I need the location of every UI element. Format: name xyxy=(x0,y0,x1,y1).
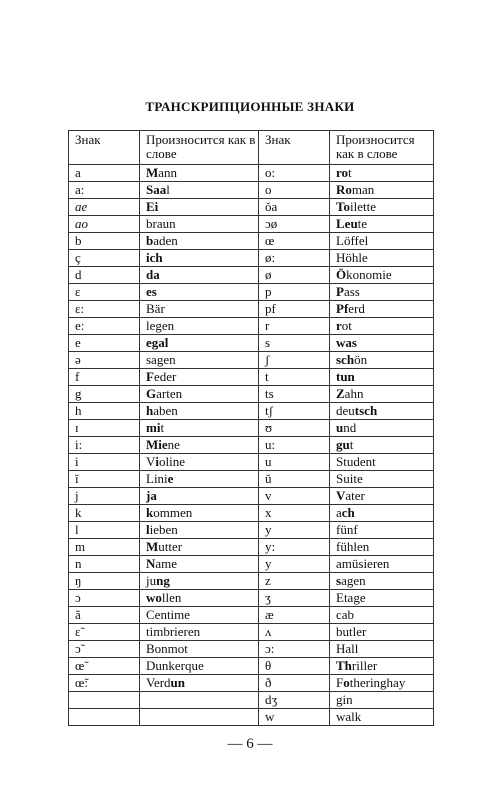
example-word-cell xyxy=(140,267,259,284)
highlighted-letters: Mie xyxy=(146,437,168,452)
word-part: Etage xyxy=(336,590,366,605)
example-word-cell xyxy=(330,403,434,420)
symbol-cell: j xyxy=(69,488,140,505)
symbol-cell: ð xyxy=(259,675,330,692)
highlighted-letters: i xyxy=(155,454,160,469)
example-word-cell xyxy=(330,216,434,233)
word-part: eder xyxy=(153,369,177,384)
word-part: agen xyxy=(341,573,366,588)
symbol-cell: ə xyxy=(69,352,140,369)
word-part: theringhay xyxy=(349,675,406,690)
example-word-cell xyxy=(330,369,434,386)
table-row xyxy=(69,352,434,369)
table-row xyxy=(69,641,434,658)
highlighted-letters: ro xyxy=(336,165,349,180)
symbol-cell: m xyxy=(69,539,140,556)
symbol-cell: l xyxy=(69,522,140,539)
symbol-cell: ŋ xyxy=(69,573,140,590)
table-row xyxy=(69,369,434,386)
word-part: n xyxy=(169,216,176,231)
symbol-cell: ŏa xyxy=(259,199,330,216)
example-word-cell xyxy=(140,624,259,641)
example-word-cell xyxy=(330,335,434,352)
highlighted-letters: da xyxy=(146,267,160,282)
word-part: ieben xyxy=(149,522,178,537)
example-word-cell xyxy=(330,522,434,539)
example-word-cell xyxy=(330,454,434,471)
word-part: utter xyxy=(158,539,183,554)
example-word-cell xyxy=(140,590,259,607)
highlighted-letters: F xyxy=(146,369,154,384)
symbol-cell: ɔø xyxy=(259,216,330,233)
symbol-cell: t xyxy=(259,369,330,386)
highlighted-letters: Th xyxy=(336,658,352,673)
header-symbol: Знак xyxy=(259,131,330,165)
word-part: t xyxy=(160,420,165,435)
highlighted-letters: mi xyxy=(146,420,161,435)
highlighted-letters: egal xyxy=(146,335,169,350)
table-row xyxy=(69,301,434,318)
symbol-cell: ɪ xyxy=(69,420,140,437)
symbol-cell: v xyxy=(259,488,330,505)
example-word-cell xyxy=(140,522,259,539)
example-word-cell xyxy=(330,573,434,590)
table-row xyxy=(69,505,434,522)
example-word-cell xyxy=(330,250,434,267)
example-word-cell xyxy=(330,318,434,335)
word-part: ne xyxy=(167,437,180,452)
highlighted-letters: b xyxy=(146,233,154,248)
word-part: cab xyxy=(336,607,355,622)
table-row xyxy=(69,522,434,539)
highlighted-letters: tun xyxy=(336,369,355,384)
table-row xyxy=(69,233,434,250)
table-row xyxy=(69,318,434,335)
example-word-cell xyxy=(140,369,259,386)
example-word-cell xyxy=(140,335,259,352)
highlighted-letters: M xyxy=(146,165,159,180)
example-word-cell xyxy=(330,284,434,301)
highlighted-letters: o xyxy=(345,182,352,197)
symbol-cell: ʃ xyxy=(259,352,330,369)
symbol-cell: æ xyxy=(259,607,330,624)
symbol-cell: s xyxy=(259,335,330,352)
example-word-cell xyxy=(330,182,434,199)
highlighted-letters: ch xyxy=(341,505,355,520)
table-header-row xyxy=(69,131,434,165)
example-word-cell xyxy=(140,488,259,505)
symbol-cell xyxy=(69,692,140,709)
highlighted-letters: Leu xyxy=(336,216,358,231)
example-word-cell xyxy=(140,658,259,675)
word-part: fünf xyxy=(336,522,358,537)
highlighted-letters: V xyxy=(336,488,346,503)
table-row xyxy=(69,437,434,454)
word-part: a xyxy=(336,505,342,520)
word-part: walk xyxy=(336,709,362,724)
symbol-cell: u xyxy=(259,454,330,471)
symbol-cell: o: xyxy=(259,165,330,182)
word-part: ot xyxy=(341,318,352,333)
symbol-cell: p xyxy=(259,284,330,301)
symbol-cell: ε̃ xyxy=(69,624,140,641)
word-part: deu xyxy=(336,403,355,418)
word-part: Student xyxy=(336,454,376,469)
symbol-cell: g xyxy=(69,386,140,403)
word-part: timbrieren xyxy=(146,624,201,639)
table-row xyxy=(69,216,434,233)
word-part: Dunkerque xyxy=(146,658,204,673)
example-word-cell xyxy=(140,403,259,420)
highlighted-letters: G xyxy=(146,386,157,401)
symbol-cell: k xyxy=(69,505,140,522)
symbol-cell: e: xyxy=(69,318,140,335)
symbol-cell: u: xyxy=(259,437,330,454)
example-word-cell xyxy=(140,573,259,590)
highlighted-letters: gu xyxy=(336,437,350,452)
example-word-cell xyxy=(330,641,434,658)
header-symbol: Знак xyxy=(69,131,140,165)
example-word-cell xyxy=(330,607,434,624)
example-word-cell xyxy=(330,233,434,250)
word-part: konomie xyxy=(346,267,392,282)
example-word-cell xyxy=(140,301,259,318)
table-row xyxy=(69,420,434,437)
example-word-cell xyxy=(330,471,434,488)
example-word-cell xyxy=(140,420,259,437)
symbol-cell: ts xyxy=(259,386,330,403)
table-row xyxy=(69,182,434,199)
word-part: oline xyxy=(159,454,186,469)
symbol-cell: ʌ xyxy=(259,624,330,641)
example-word-cell xyxy=(330,352,434,369)
word-part: ater xyxy=(345,488,365,503)
highlighted-letters: h xyxy=(146,403,154,418)
highlighted-letters: Pf xyxy=(336,301,349,316)
example-word-cell xyxy=(140,199,259,216)
example-word-cell xyxy=(330,420,434,437)
example-word-cell xyxy=(330,437,434,454)
table-row xyxy=(69,335,434,352)
word-part: Löffel xyxy=(336,233,369,248)
example-word-cell xyxy=(140,692,259,709)
highlighted-letters: N xyxy=(146,556,156,571)
example-word-cell xyxy=(330,539,434,556)
symbol-cell: z xyxy=(259,573,330,590)
symbol-cell: ʊ xyxy=(259,420,330,437)
word-part: l xyxy=(166,182,170,197)
highlighted-letters: k xyxy=(146,505,154,520)
table-row xyxy=(69,624,434,641)
example-word-cell xyxy=(140,165,259,182)
word-part: nd xyxy=(343,420,357,435)
symbol-cell: h xyxy=(69,403,140,420)
word-part: riller xyxy=(351,658,378,673)
example-word-cell xyxy=(140,233,259,250)
word-part: Verd xyxy=(146,675,171,690)
example-word-cell xyxy=(140,641,259,658)
example-word-cell xyxy=(330,488,434,505)
example-word-cell xyxy=(330,165,434,182)
symbol-cell: ø xyxy=(259,267,330,284)
word-part: erd xyxy=(348,301,365,316)
example-word-cell xyxy=(140,284,259,301)
word-part: gin xyxy=(336,692,353,707)
symbol-cell: θ xyxy=(259,658,330,675)
word-part: amüsieren xyxy=(336,556,390,571)
word-part: ön xyxy=(354,352,368,367)
example-word-cell xyxy=(330,709,434,726)
table-row xyxy=(69,454,434,471)
highlighted-letters: wo xyxy=(146,590,162,605)
highlighted-letters: Ei xyxy=(146,199,159,214)
word-part: legen xyxy=(146,318,175,333)
word-part: ame xyxy=(155,556,178,571)
highlighted-letters: r xyxy=(336,318,342,333)
symbol-cell: œ xyxy=(259,233,330,250)
symbol-cell: y xyxy=(259,522,330,539)
word-part: Hall xyxy=(336,641,359,656)
word-part: arten xyxy=(156,386,183,401)
word-part: butler xyxy=(336,624,367,639)
symbol-cell: d xyxy=(69,267,140,284)
example-word-cell xyxy=(140,675,259,692)
word-part: llen xyxy=(161,590,182,605)
header-pronounced: Произносится как в слове xyxy=(330,131,434,165)
table-row xyxy=(69,607,434,624)
symbol-cell: ã xyxy=(69,607,140,624)
symbol-cell: ε xyxy=(69,284,140,301)
table-row xyxy=(69,284,434,301)
header-pronounced: Произносится как в слове xyxy=(140,131,259,165)
example-word-cell xyxy=(140,386,259,403)
word-part: man xyxy=(351,182,375,197)
example-word-cell xyxy=(140,709,259,726)
highlighted-letters: P xyxy=(336,284,344,299)
example-word-cell xyxy=(140,437,259,454)
symbol-cell: i: xyxy=(69,437,140,454)
symbol-cell: e xyxy=(69,335,140,352)
highlighted-letters: e xyxy=(167,471,174,486)
example-word-cell xyxy=(140,607,259,624)
highlighted-letters: Saa xyxy=(146,182,167,197)
word-part: Lini xyxy=(146,471,168,486)
highlighted-letters: ng xyxy=(156,573,170,588)
highlighted-letters: M xyxy=(146,539,159,554)
symbol-cell: ŭ xyxy=(259,471,330,488)
symbol-cell: ɔ: xyxy=(259,641,330,658)
symbol-cell: ʒ xyxy=(259,590,330,607)
word-part: t xyxy=(348,165,352,180)
table-row xyxy=(69,675,434,692)
symbol-cell: a xyxy=(69,165,140,182)
word-part: aben xyxy=(153,403,178,418)
highlighted-letters: tsch xyxy=(354,403,378,418)
example-word-cell xyxy=(330,267,434,284)
word-part: fühlen xyxy=(336,539,370,554)
symbol-cell: n xyxy=(69,556,140,573)
example-word-cell xyxy=(330,658,434,675)
example-word-cell xyxy=(140,182,259,199)
example-word-cell xyxy=(140,471,259,488)
symbol-cell: œ̃ xyxy=(69,658,140,675)
symbol-cell: ao xyxy=(69,216,140,233)
highlighted-letters: To xyxy=(336,199,350,214)
word-part: Bonmot xyxy=(146,641,188,656)
symbol-cell: œ̃: xyxy=(69,675,140,692)
example-word-cell xyxy=(140,556,259,573)
symbol-cell: r xyxy=(259,318,330,335)
symbol-cell: o xyxy=(259,182,330,199)
symbol-cell: a: xyxy=(69,182,140,199)
symbol-cell: dʒ xyxy=(259,692,330,709)
table-body xyxy=(69,165,434,726)
highlighted-letters: o xyxy=(343,675,350,690)
table-row xyxy=(69,403,434,420)
table-row xyxy=(69,471,434,488)
table-row xyxy=(69,556,434,573)
symbol-cell: w xyxy=(259,709,330,726)
table-row xyxy=(69,199,434,216)
symbol-cell xyxy=(69,709,140,726)
example-word-cell xyxy=(140,216,259,233)
table-row xyxy=(69,709,434,726)
symbol-cell: y xyxy=(259,556,330,573)
word-part: sagen xyxy=(146,352,176,367)
table-row xyxy=(69,692,434,709)
table-row xyxy=(69,165,434,182)
highlighted-letters: s xyxy=(336,573,342,588)
table-row xyxy=(69,488,434,505)
example-word-cell xyxy=(140,352,259,369)
word-part: brau xyxy=(146,216,170,231)
word-part: ann xyxy=(158,165,178,180)
example-word-cell xyxy=(330,692,434,709)
highlighted-letters: es xyxy=(146,284,157,299)
word-part: ahn xyxy=(344,386,364,401)
symbol-cell: pf xyxy=(259,301,330,318)
example-word-cell xyxy=(330,624,434,641)
symbol-cell: ø: xyxy=(259,250,330,267)
table-row xyxy=(69,658,434,675)
highlighted-letters: sch xyxy=(336,352,355,367)
symbol-cell: ç xyxy=(69,250,140,267)
example-word-cell xyxy=(330,505,434,522)
highlighted-letters: was xyxy=(336,335,357,350)
word-part: ommen xyxy=(153,505,193,520)
highlighted-letters: Z xyxy=(336,386,345,401)
example-word-cell xyxy=(330,199,434,216)
symbol-cell: ɔ xyxy=(69,590,140,607)
highlighted-letters: u xyxy=(336,420,344,435)
highlighted-letters: Ö xyxy=(336,267,347,282)
highlighted-letters: un xyxy=(170,675,186,690)
transcription-table xyxy=(68,130,434,726)
word-part: te xyxy=(357,216,368,231)
example-word-cell xyxy=(330,386,434,403)
symbol-cell: f xyxy=(69,369,140,386)
symbol-cell: y: xyxy=(259,539,330,556)
example-word-cell xyxy=(330,301,434,318)
word-part: F xyxy=(336,675,344,690)
highlighted-letters: l xyxy=(146,522,150,537)
example-word-cell xyxy=(140,318,259,335)
symbol-cell: x xyxy=(259,505,330,522)
symbol-cell: ε: xyxy=(69,301,140,318)
table-row xyxy=(69,250,434,267)
table-row xyxy=(69,573,434,590)
table-row xyxy=(69,539,434,556)
symbol-cell: ɔ̃ xyxy=(69,641,140,658)
table-row xyxy=(69,267,434,284)
word-part: t xyxy=(349,437,354,452)
highlighted-letters: R xyxy=(336,182,346,197)
example-word-cell xyxy=(140,539,259,556)
page-title: ТРАНСКРИПЦИОННЫЕ ЗНАКИ xyxy=(145,99,355,114)
symbol-cell: ae xyxy=(69,199,140,216)
example-word-cell xyxy=(140,505,259,522)
word-part: ass xyxy=(343,284,360,299)
word-part: ju xyxy=(146,573,157,588)
symbol-cell: tʃ xyxy=(259,403,330,420)
word-part: ilette xyxy=(349,199,376,214)
word-part: Höhle xyxy=(336,250,368,265)
example-word-cell xyxy=(140,454,259,471)
highlighted-letters: ja xyxy=(146,488,157,503)
symbol-cell: ĭ xyxy=(69,471,140,488)
symbol-cell: b xyxy=(69,233,140,250)
word-part: Bär xyxy=(146,301,165,316)
example-word-cell xyxy=(330,590,434,607)
table-row xyxy=(69,386,434,403)
page-number: — 6 — xyxy=(227,736,273,752)
example-word-cell xyxy=(140,250,259,267)
word-part: V xyxy=(146,454,156,469)
word-part: Centime xyxy=(146,607,191,622)
example-word-cell xyxy=(330,675,434,692)
example-word-cell xyxy=(330,556,434,573)
word-part: Suite xyxy=(336,471,363,486)
word-part: aden xyxy=(153,233,178,248)
highlighted-letters: ich xyxy=(146,250,163,265)
table-row xyxy=(69,590,434,607)
symbol-cell: i xyxy=(69,454,140,471)
